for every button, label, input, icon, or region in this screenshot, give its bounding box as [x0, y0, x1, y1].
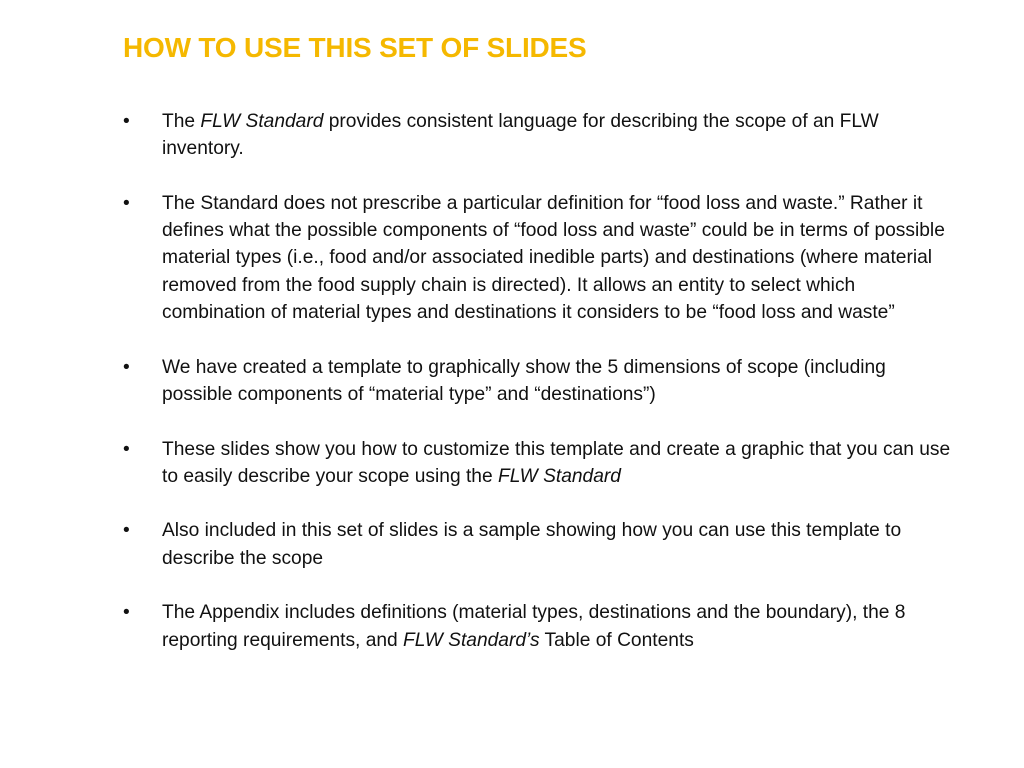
bullet-marker: •: [123, 602, 130, 624]
text-segment: Table of Contents: [539, 629, 694, 651]
bullet-marker: •: [123, 520, 130, 542]
text-segment: Also included in this set of slides is a sample showing how you can use this template to describe the scope: [162, 520, 902, 569]
bullet-text: [162, 520, 901, 568]
bullet-item: [0, 190, 1024, 326]
bullet-text: [162, 111, 879, 159]
slide-title: HOW TO USE THIS SET OF SLIDES: [123, 32, 587, 63]
text-segment: The Appendix includes definitions (material types, destinations and the boundary), the 8 reporting requirements, and: [162, 602, 906, 651]
bullet-text: [162, 602, 905, 650]
bullet-list: [0, 108, 1024, 681]
bullet-item: [0, 108, 1024, 163]
text-segment: These slides show you how to customize this template and create a graphic that you can use to easily describe your scope using the: [162, 438, 951, 487]
text-segment: provides consistent language for describing the scope of an FLW inventory.: [162, 111, 879, 160]
bullet-marker: •: [123, 192, 130, 214]
bullet-marker: •: [123, 111, 130, 132]
bullet-text: [162, 439, 950, 487]
bullet-item: [0, 517, 1024, 572]
bullet-item: [0, 436, 1024, 491]
bullet-marker: •: [123, 356, 130, 378]
bullet-text: [162, 357, 886, 405]
bullet-item: [0, 354, 1024, 409]
text-segment-italic: FLW Standard: [200, 111, 324, 132]
text-segment: We have created a template to graphically show the 5 dimensions of scope (including possible components of “material type” and “destinations”): [162, 356, 886, 405]
text-segment: The: [162, 111, 201, 132]
text-segment-italic: FLW Standard: [497, 465, 621, 487]
bullet-item: [0, 599, 1024, 654]
text-segment: The Standard does not prescribe a particular definition for “food loss and waste.” Rather it defines what the possible components of “food loss and waste” could be in terms of possible material types (i.e., food and/or associated inedible parts) and destinations (where material removed from the food supply chain is directed). It allows an entity to select which combination of material types and destinations it considers to be “food loss and waste”: [162, 192, 945, 324]
bullet-marker: •: [123, 438, 130, 460]
bullet-text: [162, 193, 945, 323]
text-segment-italic: FLW Standard’s: [403, 629, 540, 651]
